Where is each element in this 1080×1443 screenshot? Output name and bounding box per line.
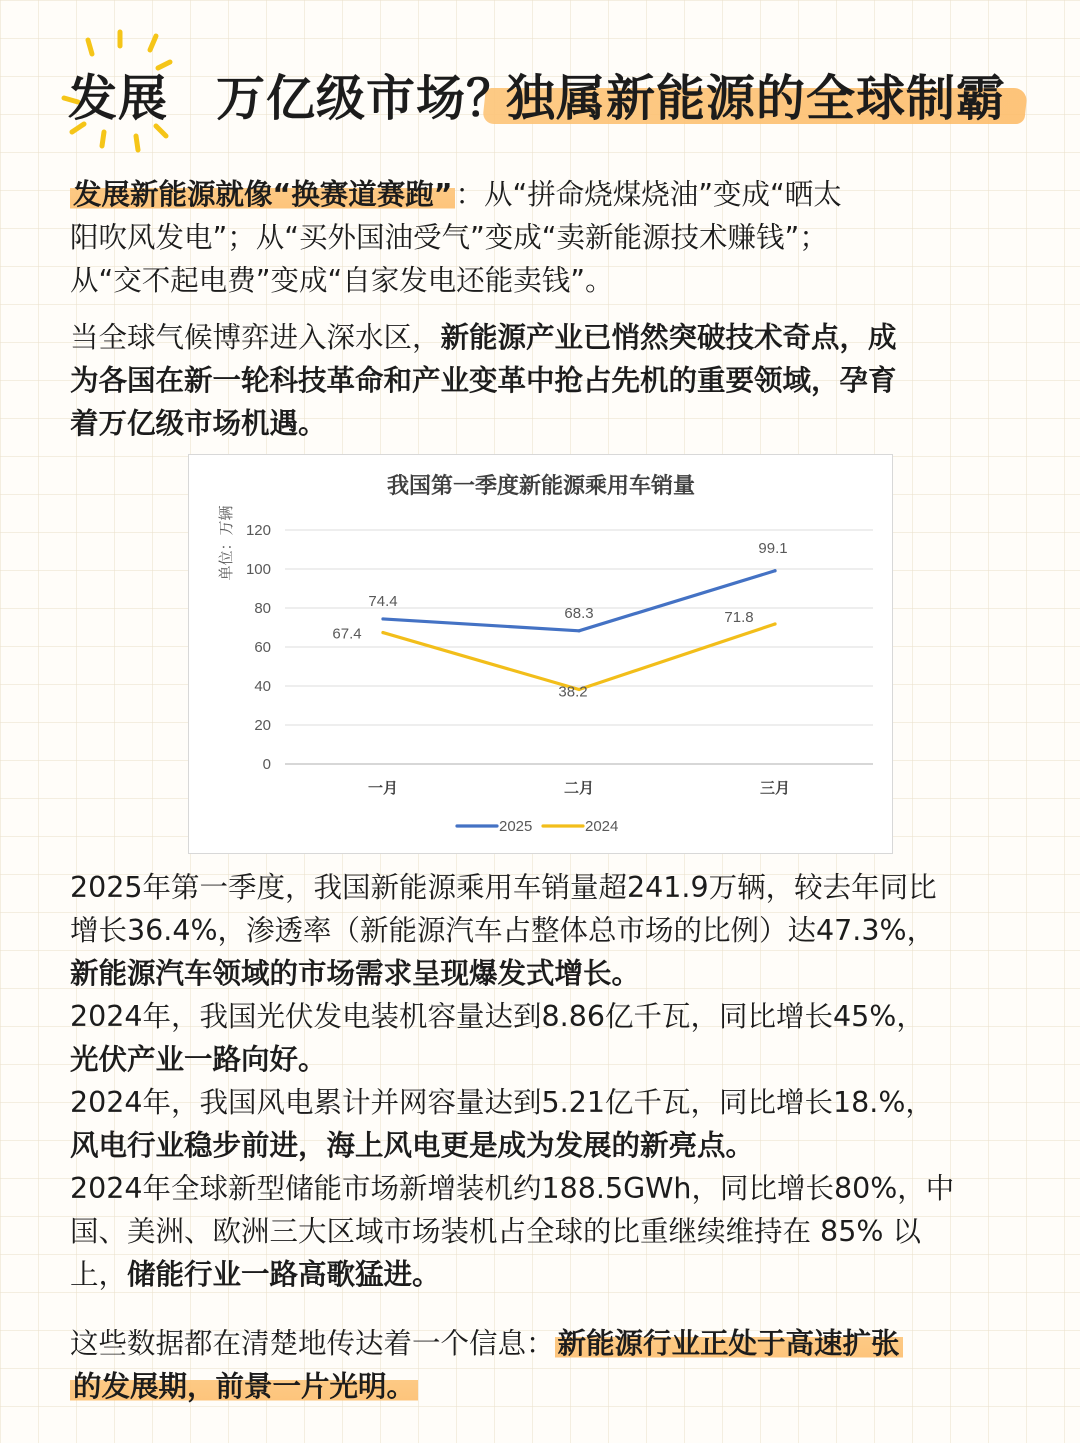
data-point (381, 617, 384, 620)
intro-line-2: 阳吹风发电”；从“买外国油受气”变成“卖新能源技术赚钱”； (70, 221, 828, 254)
title-part-1: 发展 (68, 70, 169, 127)
stat-4-line-3: 上， (70, 1258, 128, 1291)
stat-4-line-3-bold: 储能行业一路高歌猛进。 (127, 1258, 441, 1291)
conclusion-highlight-2: 的发展期，前景一片光明。 (70, 1370, 418, 1403)
sales-chart (188, 454, 893, 854)
context-paragraph (70, 316, 1030, 445)
stat-4-line-1: 2024年全球新型储能市场新增装机约188.5GWh，同比增长80%，中 (70, 1172, 955, 1205)
y-tick-label: 60 (254, 639, 271, 656)
y-tick-label: 80 (254, 600, 271, 617)
y-tick-label: 100 (245, 561, 271, 578)
stat-4-line-2: 国、美洲、欧洲三大区域市场装机占全球的比重继续维持在 85% 以 (70, 1215, 921, 1248)
title-part-2: 万亿级市场？ (216, 70, 517, 127)
legend-label: 2025 (499, 818, 533, 835)
x-tick-label: 二月 (563, 780, 595, 797)
conclusion-highlight-1: 新能源行业正处于高速扩张 (555, 1327, 903, 1360)
data-label: 74.4 (368, 592, 398, 610)
y-tick-label: 40 (254, 678, 271, 695)
data-label: 71.8 (724, 608, 754, 626)
stat-2-line-2-bold: 光伏产业一路向好。 (70, 1043, 327, 1076)
context-line-1-bold: 新能源产业已悄然突破技术奇点，成 (440, 321, 897, 354)
intro-line-3: 从“交不起电费”变成“自家发电还能卖钱”。 (70, 264, 614, 297)
data-label: 67.4 (332, 625, 362, 643)
intro-line-1: ：从“拼命烧煤烧油”变成“晒太 (455, 178, 842, 211)
y-tick-label: 20 (254, 717, 271, 734)
stat-3-line-1: 2024年，我国风电累计并网容量达到5.21亿千瓦，同比增长18.%， (70, 1086, 934, 1119)
intro-highlight: 发展新能源就像“换赛道赛跑” (70, 178, 455, 211)
context-line-2-bold: 为各国在新一轮科技革命和产业变革中抢占先机的重要领域，孕育 (70, 364, 897, 397)
data-label: 99.1 (758, 539, 788, 557)
x-tick-label: 三月 (759, 780, 791, 797)
data-point (381, 631, 384, 634)
stats-paragraph (70, 866, 1030, 1296)
data-point (773, 622, 776, 625)
context-line-1: 当全球气候博弈进入深水区， (70, 321, 441, 354)
legend-label: 2024 (585, 818, 619, 835)
line-chart (189, 455, 892, 853)
data-label: 68.3 (564, 604, 594, 622)
series-line-2024 (383, 624, 775, 690)
context-line-3-bold: 着万亿级市场机遇。 (70, 407, 327, 440)
x-tick-label: 一月 (367, 780, 399, 797)
data-label: 38.2 (558, 683, 588, 701)
conclusion-line-1: 这些数据都在清楚地传达着一个信息： (70, 1327, 555, 1360)
y-tick-label: 120 (245, 522, 271, 539)
chart-title: 我国第一季度新能源乘用车销量 (386, 473, 696, 498)
stat-1-line-3-bold: 新能源汽车领域的市场需求呈现爆发式增长。 (70, 957, 641, 990)
data-point (577, 629, 580, 632)
title-part-3: 独属新能源的全球制霸 (506, 70, 1007, 127)
stat-2-line-1: 2024年，我国光伏发电装机容量达到8.86亿千瓦，同比增长45%， (70, 1000, 925, 1033)
y-tick-label: 0 (262, 756, 271, 773)
chart-y-axis-label: 单位：万辆 (218, 505, 235, 581)
data-point (773, 569, 776, 572)
stat-3-line-2-bold: 风电行业稳步前进，海上风电更是成为发展的新亮点。 (70, 1129, 755, 1162)
page-title (66, 52, 1026, 132)
conclusion-paragraph (70, 1322, 1030, 1408)
stat-1-line-2: 增长36.4%，渗透率（新能源汽车占整体总市场的比例）达47.3%， (70, 914, 936, 947)
stat-1-line-1: 2025年第一季度，我国新能源乘用车销量超241.9万辆，较去年同比 (70, 871, 937, 904)
intro-paragraph (70, 173, 1030, 302)
